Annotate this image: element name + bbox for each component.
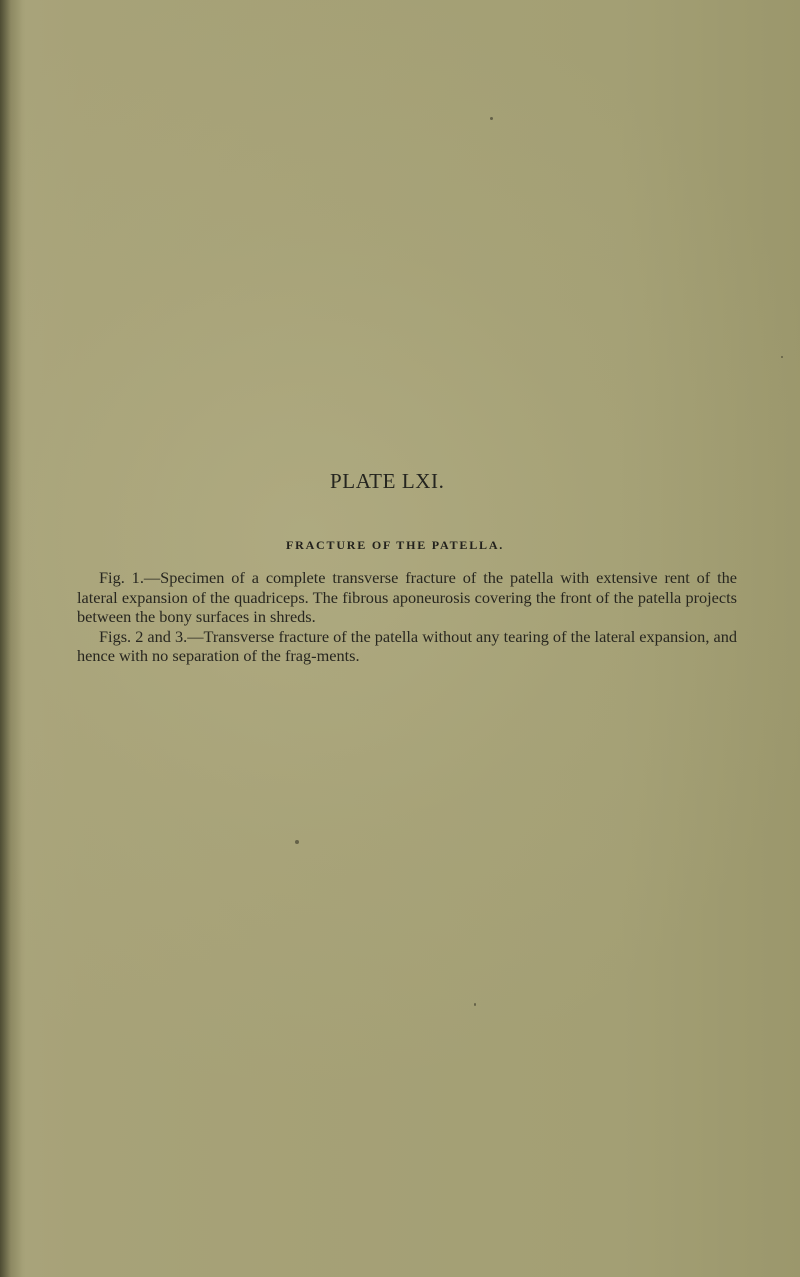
paper-speck [295,840,299,844]
paper-speck [474,1003,476,1006]
plate-title: PLATE LXI. [330,469,445,493]
caption-paragraph-figs-2-3: Figs. 2 and 3.—Transverse fracture of the patella without any tearing of the lateral expansion, and hence with no separation of the frag-ments. [77,626,737,666]
figure-caption [77,568,737,666]
plate-subtitle: FRACTURE OF THE PATELLA. [286,538,505,552]
caption-paragraph-fig-1: Fig. 1.—Specimen of a complete transverse fracture of the patella with extensive rent of the lateral expansion of the quadriceps. The fibrous aponeurosis covering the front of the patella projects between the bony surfaces in shreds. [77,568,737,627]
binding-shadow [0,0,22,1277]
paper-speck [490,117,493,120]
paper-speck [781,356,783,358]
